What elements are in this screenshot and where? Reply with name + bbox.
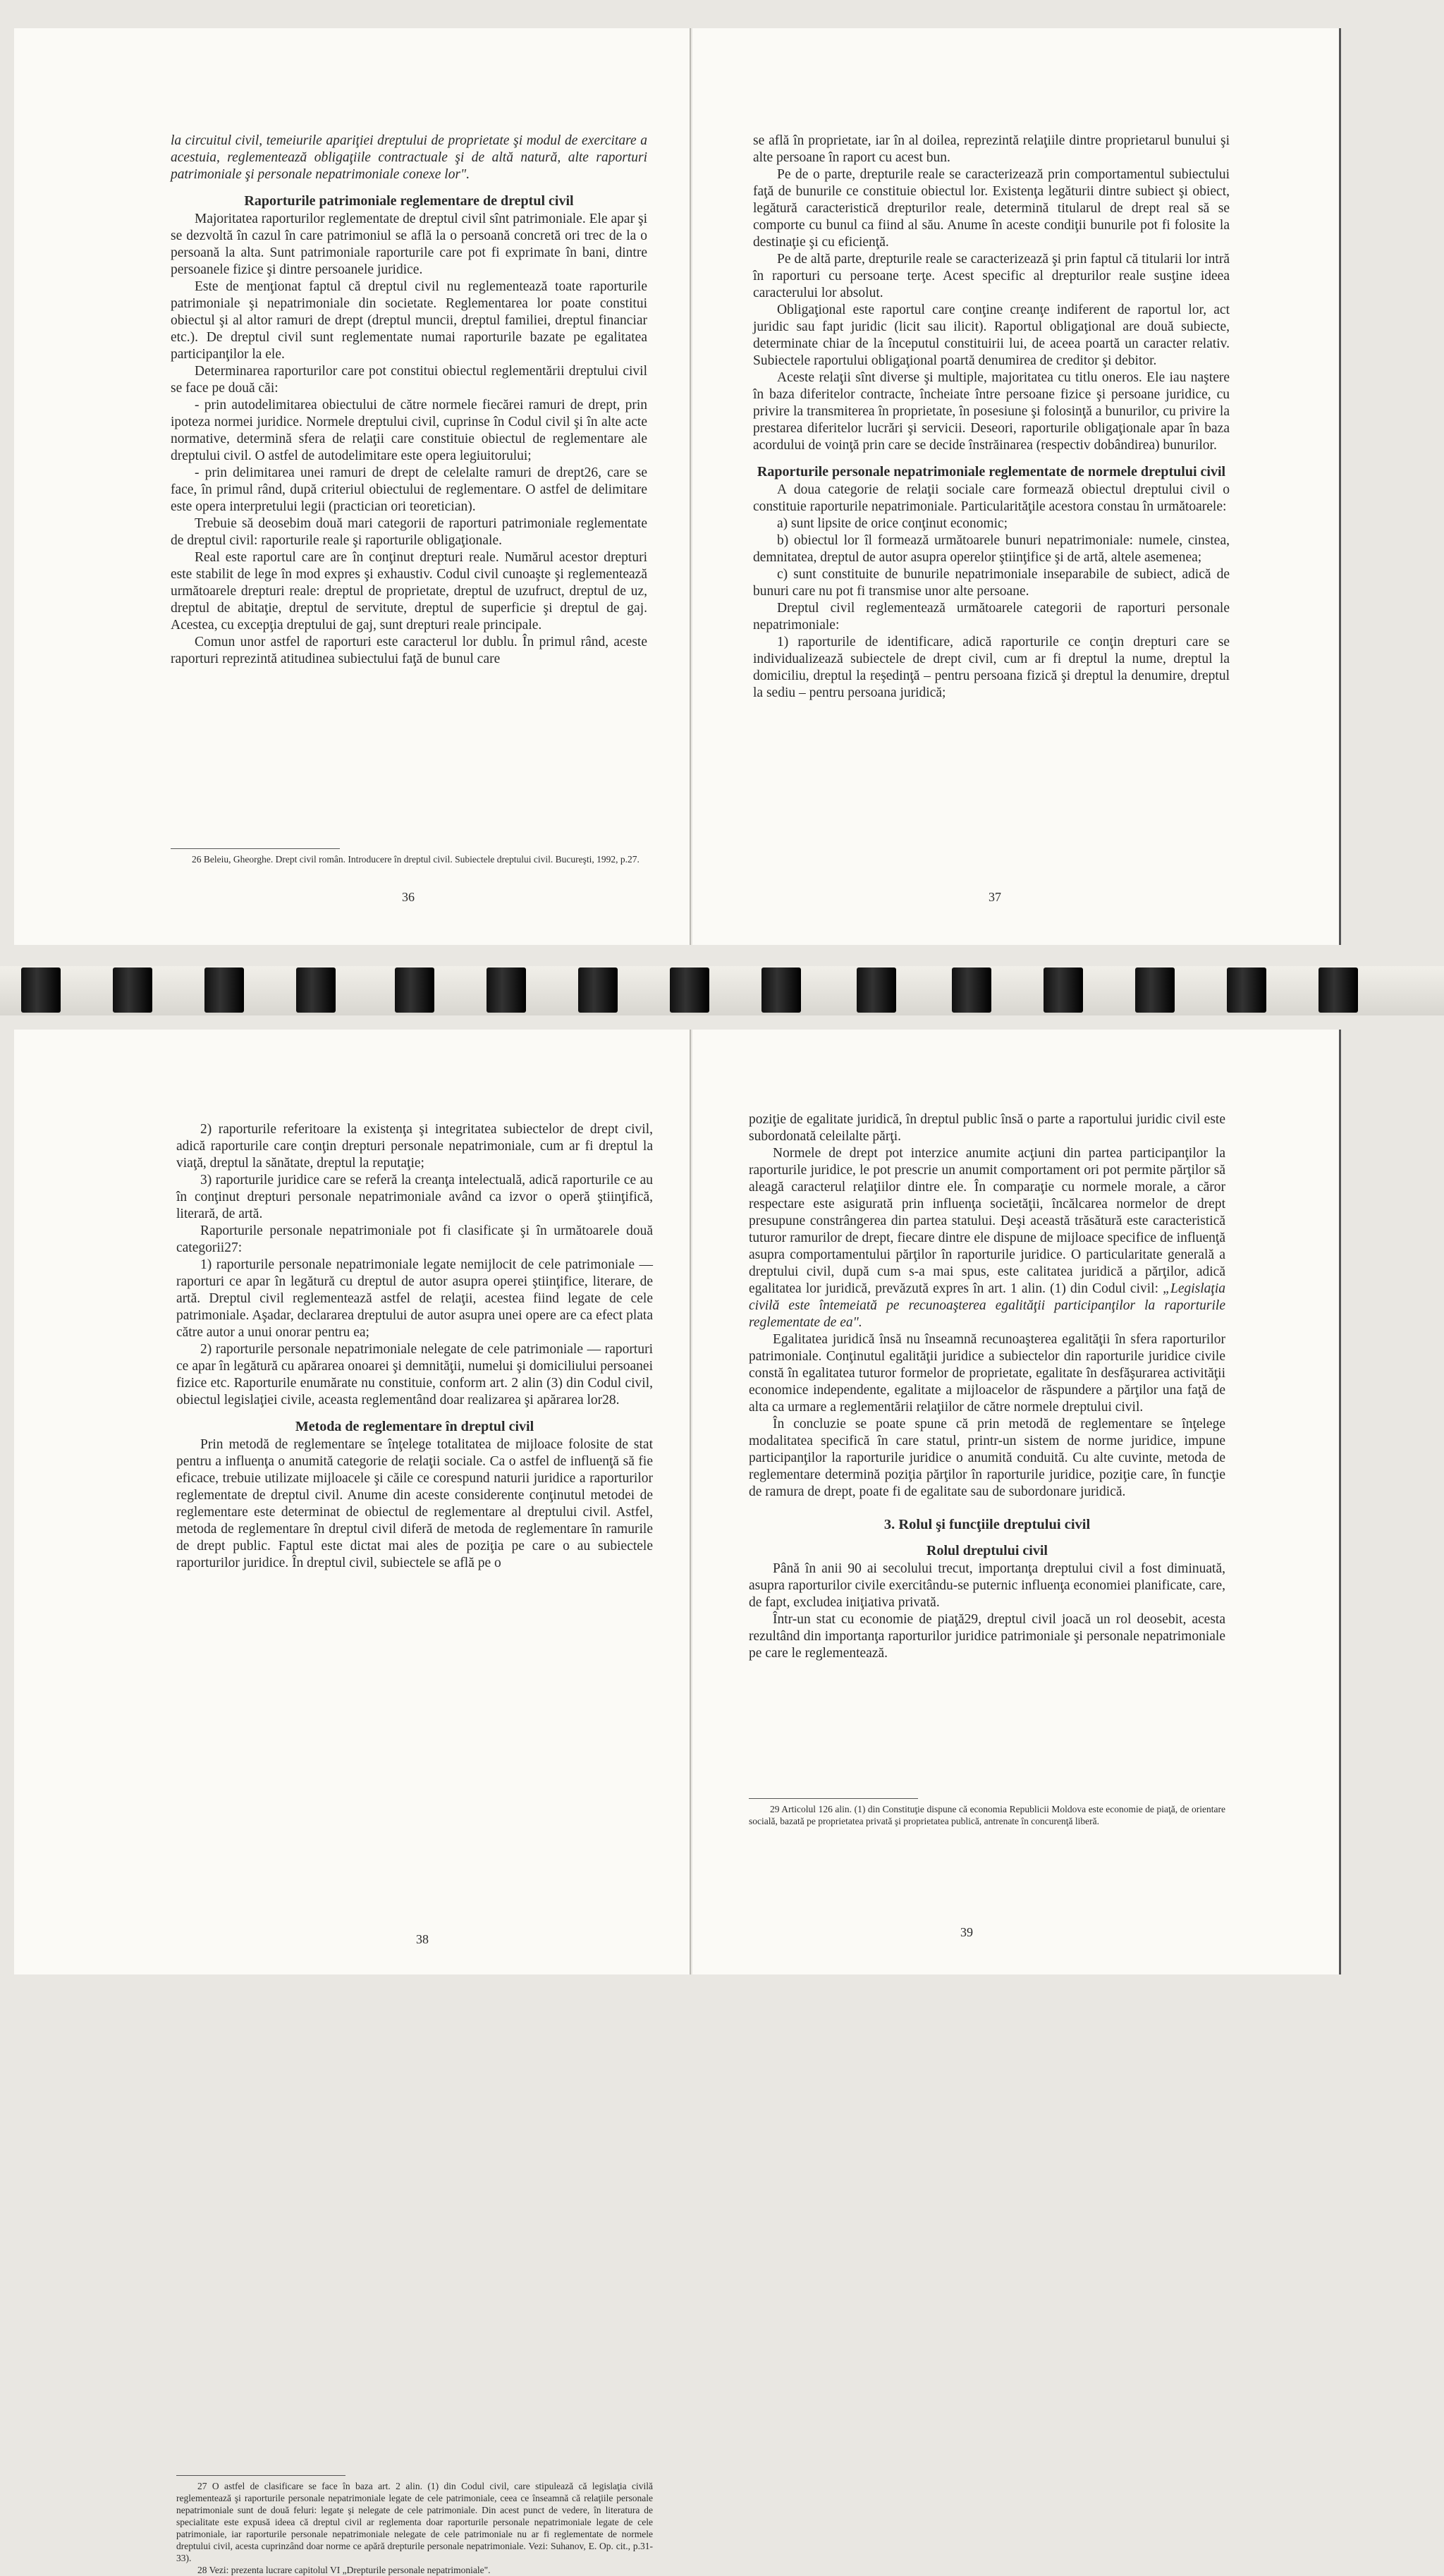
paragraph-text: Normele de drept pot interzice anumite acţiuni din partea participanţilor la raporturile juridice, le pot prescrie un anumit comportament ori pot permite părţilor să aleagă caracterul relaţiilor dintre ele. În comparaţie cu normele morale, a căror respectare este asigurată prin influenţa societăţii, încălcarea normelor de drept presupune constrângerea din partea statului. Deşi această trăsătură este caracteristică tuturor ramurilor de drept, fiecare dintre ele dispune de mijloace specifice de influenţă asupra comportamentului părţilor în raporturile juridice. O particularitate generală a dreptului civil, după cum s-a mai spus, este calitatea juridică a părţilor, adică egalitatea lor juridică, prevăzută expres în art. 1 alin. (1) din Codul civil: <box>749 1146 1225 1296</box>
paragraph: În concluzie se poate spune că prin metodă de reglementare se înţelege modalitatea specifică în care statul, printr-un sistem de norme juridice, impune participanţilor la raporturile juridice o anumită conduită. Cu alte cuvinte, metoda de reglementare determină poziţia părţilor în raporturile juridice, poziţie care, în funcţie de ramura de drept, poate fi de egalitate sau de subordonare juridică. <box>749 1417 1225 1499</box>
paragraph: Egalitatea juridică însă nu înseamnă recunoaşterea egalităţii în sfera raporturilor patrimoniale. Conţinutul egalităţii juridice a subiectelor din raporturile juridice civile constă în egalitatea tuturor formelor de proprietate, egalitate în desfăşurarea activităţii economice independente, egalitate a mijloacelor de răspundere a părţilor una faţă de alta ca urmare a reglementării relaţiilor de către normele dreptului civil. <box>749 1332 1225 1415</box>
footnote-rule <box>171 848 340 849</box>
binding-coil <box>21 967 61 1013</box>
footnote-rule <box>749 1798 918 1799</box>
binding-coil <box>1318 967 1358 1013</box>
chapter-heading: 3. Rolul şi funcţiile dreptului civil <box>883 1517 1091 1532</box>
list-item: c) sunt constituite de bunurile nepatrimoniale inseparabile de subiect, adică de bunuri care nu pot fi transmise unor alte persoane. <box>753 567 1230 599</box>
binding-coil <box>1135 967 1175 1013</box>
list-item: 2) raporturile personale nepatrimoniale nelegate de cele patrimoniale — raporturi ce apar în legătură cu apărarea onoarei şi demnităţii, numelui şi domiciliului persoanei fizice etc. Raporturile enumărate nu constituie, conform art. 2 alin (3) din Codul civil, obiectul legislaţiei civile, aceasta reglementând doar realizarea şi apărarea lor28. <box>176 1342 653 1408</box>
paragraph: Până în anii 90 ai secolului trecut, importanţa dreptului civil a fost diminuată, asupra raporturilor civile exercitându-se puternic influenţa economiei planificate, care, de fapt, excludea iniţiativa privată. <box>749 1561 1225 1610</box>
page-number: 38 <box>416 1932 429 1946</box>
page-38-body <box>176 1121 653 1572</box>
spiral-binding <box>0 966 1444 1015</box>
section-heading: Raporturile personale nepatrimoniale reglementate de normele dreptului civil <box>757 464 1226 480</box>
footnote: 27 O astfel de clasificare se face în baza art. 2 alin. (1) din Codul civil, care stipulează că legislaţia civilă reglementează şi raporturile personale nepatrimoniale legate de cele patrimoniale, ceea ce înseamnă că relaţiile personale nepatrimoniale sunt de două feluri: legate şi nelegate de cele patrimoniale. Din acest punct de vedere, în literatura de specialitate este expusă ideea că dreptul civil ar reglementa doar raporturile personale nepatrimoniale legate de cele patrimoniale, iar raporturile personale nepatrimoniale nelegate de cele patrimoniale nu ar fi reglementate de normele dreptului civil, acesta cuprinzând doar norme ce apără drepturile personale nepatrimoniale. Vezi: Suhanov, E. Op. cit., p.31- 33). <box>176 2481 653 2563</box>
page-36 <box>14 28 691 945</box>
footnote: 26 Beleiu, Gheorghe. Drept civil român. Introducere în dreptul civil. Subiectele dreptului civil. Bucureşti, 1992, p.27. <box>192 854 640 865</box>
footnote: 29 Articolul 126 alin. (1) din Constituţie dispune că economia Republicii Moldova este economie de piaţă, de orientare socială, bazată pe proprietatea privată şi proprietatea publică, antrenate în concurenţă liberă. <box>749 1804 1225 1826</box>
page-number: 39 <box>960 1925 973 1939</box>
binding-coil <box>952 967 991 1013</box>
binding-coil <box>857 967 896 1013</box>
paragraph: poziţie de egalitate juridică, în dreptul public însă o parte a raportului juridic civil este subordonată celeilalte părţi. <box>749 1112 1225 1144</box>
paragraph: A doua categorie de relaţii sociale care formează obiectul dreptului civil o constituie raporturile nepatrimoniale. Particularităţile acestora constau în următoarele: <box>753 482 1230 514</box>
paragraph: - prin delimitarea unei ramuri de drept de celelalte ramuri de drept26, care se face, în primul rând, după criteriul obiectului de reglementare. O astfel de delimitare este opera interpretului legii (practician ori teoretician). <box>171 465 647 514</box>
binding-coil <box>1227 967 1266 1013</box>
subsection-heading: Rolul dreptului civil <box>926 1543 1048 1558</box>
paragraph: Obligaţional este raportul care conţine creanţe indiferent de raportul lor, act juridic sau fapt juridic (licit sau ilicit). Raportul obligaţional are două subiecte, determinate chiar de la începutul constituirii lui, de aceea poartă un caracter relativ. Subiectele raportului obligaţional poartă denumirea de creditor şi debitor. <box>753 303 1230 368</box>
section-heading: Raporturile patrimoniale reglementare de dreptul civil <box>244 193 574 209</box>
binding-coil <box>395 967 434 1013</box>
paragraph <box>749 1145 1225 1331</box>
binding-coil <box>761 967 801 1013</box>
binding-coil <box>1044 967 1083 1013</box>
footnotes <box>749 1798 1225 1827</box>
footnotes <box>171 848 647 865</box>
paragraph: se află în proprietate, iar în al doilea, reprezintă relaţiile dintre proprietarul bunului şi alte persoane în raport cu acest bun. <box>753 133 1230 165</box>
paragraph: Majoritatea raporturilor reglementate de dreptul civil sînt patrimoniale. Ele apar şi se dezvoltă în cazul în care patrimoniul se află la o persoană concretă ori trec de la o persoană la alta. Sunt patrimoniale raporturile care pot fi exprimate în bani, dintre persoanele fizice şi dintre persoanele juridice. <box>171 212 647 277</box>
page-39-body <box>749 1111 1225 1662</box>
binding-coil <box>670 967 709 1013</box>
paragraph: Pe de altă parte, drepturile reale se caracterizează şi prin faptul că titularii lor intră în raporturi cu persoane terţe. Acest specific al drepturilor reale susţine ideea caracterului lor absolut. <box>753 252 1230 300</box>
list-item: 1) raporturile personale nepatrimoniale legate nemijlocit de cele patrimoniale — raporturi ce apar în legătură cu dreptul de autor asupra operei ştiinţifice, literare, de artă. Dreptul civil reglementează astfel de relaţii, acestea fiind legate de cele patrimoniale. Aşadar, declararea dreptului de autor asupra unei opere are ca efect plata către autor a unui onorar pentru ea; <box>176 1257 653 1340</box>
paragraph: Prin metodă de reglementare se înţelege totalitatea de mijloace folosite de stat pentru a influenţa o anumită categorie de relaţii sociale. Ca o astfel de influenţă să fie eficace, trebuie utilizate mijloacele şi căile ce corespund naturii juridice a raporturilor reglementate de dreptul civil. Anume din aceste considerente conţinutul metodei de reglementare este determinat de obiectul de reglementare al dreptului civil. Astfel, metoda de reglementare în dreptul civil diferă de metoda de reglementare în ramurile de drept public. Faptul este dictat mai ales de poziţia pe care o au subiectele raporturilor juridice. În dreptul civil, subiectele se află pe o <box>176 1437 653 1570</box>
page-number: 37 <box>989 890 1001 904</box>
list-item: 1) raporturile de identificare, adică raporturile ce conţin drepturi care se individualizează subiectele de drept civil, cum ar fi dreptul la nume, dreptul la domiciliu, dreptul la reşedinţă – pentru persoana fizică şi dreptul la denumire, dreptul la sediu – pentru persoana juridică; <box>753 635 1230 700</box>
binding-coil <box>487 967 526 1013</box>
paragraph: Real este raportul care are în conţinut drepturi reale. Numărul acestor drepturi este stabilit de lege în mod expres şi exhaustiv. Codul civil cunoaşte şi reglementează următoarele drepturi reale: dreptul de proprietate, dreptul de uzufruct, dreptul de uz, dreptul de abitaţie, dreptul de servitute, dreptul de superficie şi dreptul de gaj. Acestea, cu excepţia dreptului de gaj, sunt drepturi reale principale. <box>171 550 647 633</box>
paragraph: Pe de o parte, drepturile reale se caracterizează prin comportamentul subiectului faţă de bunurile ce constituie obiectul lor. Existenţa legăturii dintre subiect şi obiect, legătură caracteristică drepturilor reale, determină titularul de drept real să se comporte cu bunul ca fiind al său. Anume în aceste condiţii bunurile pot fi folosite la destinaţie şi cu eficienţă. <box>753 167 1230 250</box>
page-38 <box>14 1030 691 2575</box>
list-item: 3) raporturile juridice care se referă la creanţa intelectuală, adică raporturile ce au în conţinut drepturi personale nepatrimoniale având ca izvor o operă ştiinţifică, literară, de artă. <box>176 1173 653 1221</box>
list-item: b) obiectul lor îl formează următoarele bunuri nepatrimoniale: numele, cinstea, demnitatea, dreptul de autor asupra operelor ştiinţifice şi de artă, altele asemenea; <box>753 533 1230 565</box>
intro-quote: la circuitul civil, temeiurile apariţiei dreptului de proprietate şi modul de exercitare a acestuia, reglementează obligaţiile contractuale şi de altă natură, alte raporturi patrimoniale şi personale nepatrimoniale conexe lor". <box>171 133 647 182</box>
paragraph: Determinarea raporturilor care pot constitui obiectul reglementării dreptului civil se face pe două căi: <box>171 364 647 396</box>
paragraph: Comun unor astfel de raporturi este caracterul lor dublu. În primul rând, aceste raporturi reprezintă atitudinea subiectului faţă de bunul care <box>171 635 647 666</box>
paragraph: Dreptul civil reglementează următoarele categorii de raporturi personale nepatrimoniale: <box>753 601 1230 633</box>
paragraph: Trebuie să deosebim două mari categorii de raporturi patrimoniale reglementate de dreptul civil: raporturile reale şi raporturile obligaţionale. <box>171 516 647 548</box>
paragraph: Aceste relaţii sînt diverse şi multiple, majoritatea cu titlu oneros. Ele iau naştere în baza diferitelor contracte, încheiate între persoane fizice şi persoane juridice, cu privire la transmiterea în proprietate, în posesiune şi folosinţă a bunurilor, cu privire la prestarea diferitelor lucrări şi servicii. Deseori, raporturile obligaţionale apar în baza acordului de voinţă prin care se decide înstrăinarea (respectiv dobândirea) bunurilor. <box>753 370 1230 453</box>
binding-coil <box>578 967 618 1013</box>
binding-coil <box>113 967 152 1013</box>
list-item: a) sunt lipsite de orice conţinut economic; <box>777 516 1008 531</box>
footnotes <box>176 2475 653 2576</box>
paragraph: - prin autodelimitarea obiectului de către normele fiecărei ramuri de drept, prin ipoteza normei juridice. Normele dreptului civil, cuprinse în Codul civil şi în alte acte normative, determină sfera de relaţii care constituie obiectul de reglementare ale dreptului civil. O astfel de autodelimitare este opera legiuitorului; <box>171 398 647 463</box>
page-37-body <box>753 133 1230 702</box>
binding-coil <box>296 967 336 1013</box>
section-heading: Metoda de reglementare în dreptul civil <box>295 1419 534 1434</box>
paragraph: Raporturile personale nepatrimoniale pot fi clasificate şi în următoarele două categorii27: <box>176 1223 653 1255</box>
binding-coil <box>204 967 244 1013</box>
page-number: 36 <box>402 890 415 904</box>
list-item: 2) raporturile referitoare la existenţa şi integritatea subiectelor de drept civil, adică raporturile care conţin drepturi personale nepatrimoniale, cum ar fi dreptul la viaţă, dreptul la sănătate, dreptul la reputaţie; <box>176 1122 653 1171</box>
legal-quote: „Legislaţia civilă este întemeiată pe recunoaşterea egalităţii participanţilor la raporturile reglementate de ea". <box>749 1281 1225 1330</box>
page-37 <box>692 28 1341 945</box>
footnote-rule <box>176 2475 345 2476</box>
paragraph: Este de menţionat faptul că dreptul civil nu reglementează toate raporturile patrimoniale şi nepatrimoniale din societate. Reglementarea lor poate constitui obiectul şi al altor ramuri de drept (dreptul muncii, dreptul familiei, dreptul financiar etc.). De dreptul civil sunt reglementate numai raporturile bazate pe egalitatea participanţilor la ele. <box>171 279 647 362</box>
paragraph: Într-un stat cu economie de piaţă29, dreptul civil joacă un rol deosebit, acesta rezultând din importanţa raporturilor juridice patrimoniale şi personale nepatrimoniale pe care le reglementează. <box>749 1612 1225 1661</box>
page-39 <box>692 1030 1341 1974</box>
page-36-body <box>171 133 647 668</box>
footnote: 28 Vezi: prezenta lucrare capitolul VI „Drepturile personale nepatrimoniale". <box>197 2565 491 2575</box>
